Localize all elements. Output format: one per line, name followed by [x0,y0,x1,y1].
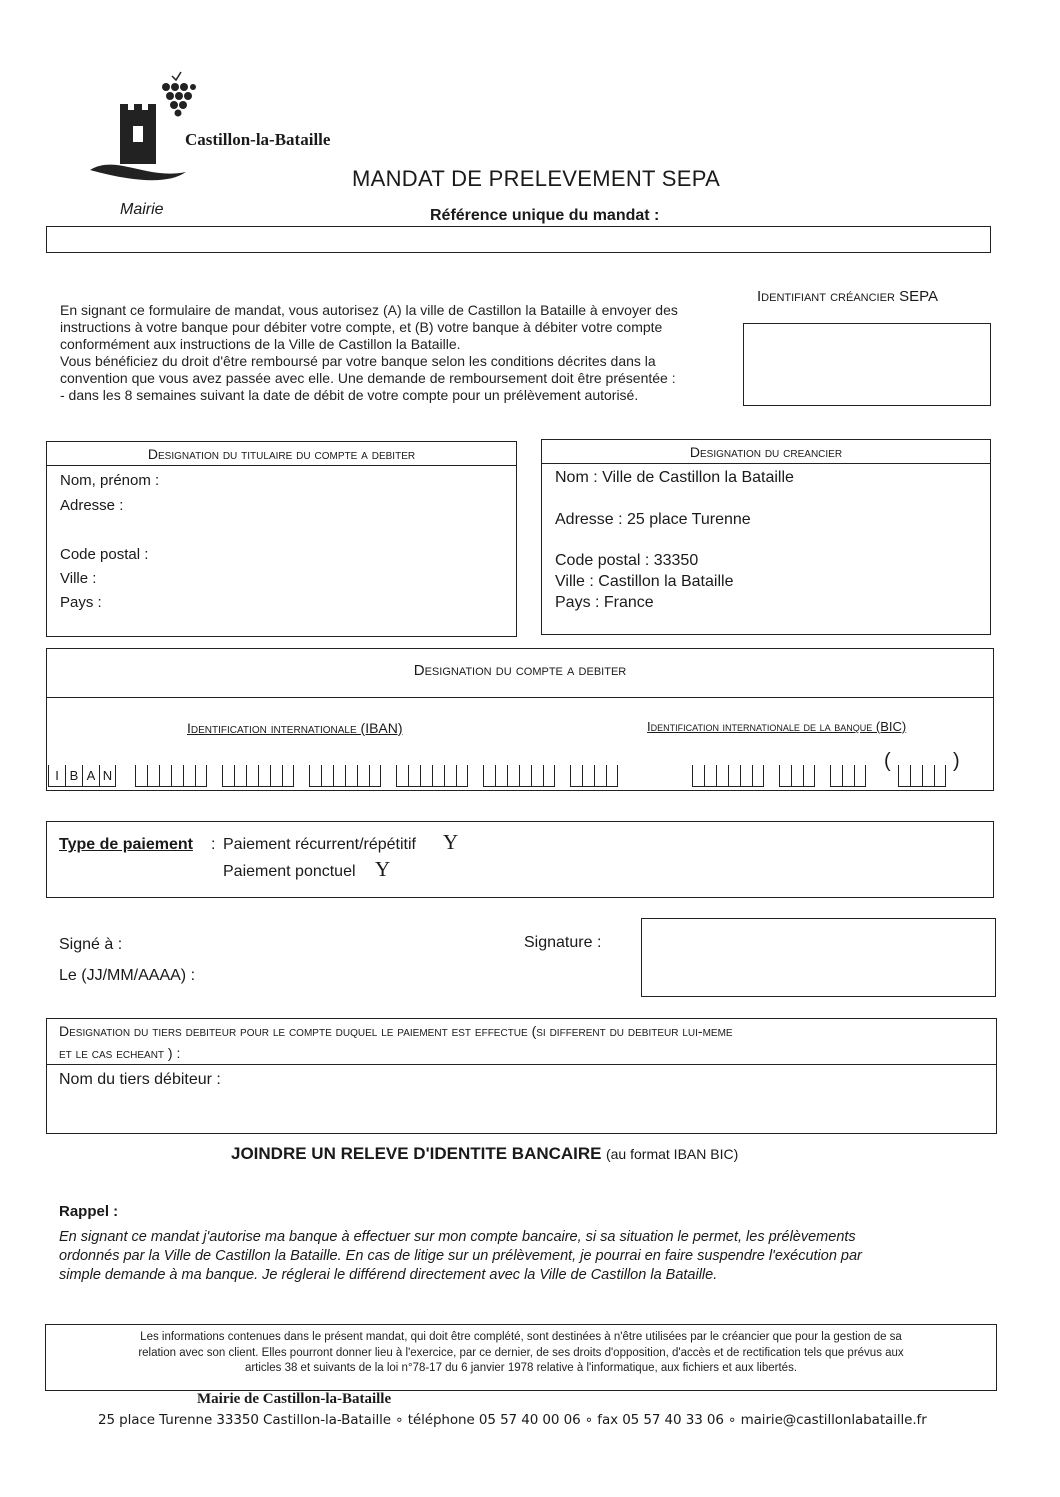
bic-open-paren: ( [884,750,891,772]
signature-field[interactable] [641,918,996,997]
account-title: Designation du compte a debiter [413,662,627,679]
reminder-line: simple demande à ma banque. Je réglerai le différend directement avec la Ville de Castillon la Bataille. [59,1267,718,1283]
iban-letter: A [82,765,99,787]
holder-title: Designation du titulaire du compte a debiter [47,446,516,466]
legal-notice [45,1324,997,1391]
footer-org: Mairie de Castillon-la-Bataille [197,1391,392,1407]
reminder-line: En signant ce mandat j'autorise ma banque à effectuer sur mon compte bancaire, si sa situation le permet, les prélèvements [59,1229,856,1245]
intro-line: instructions à votre banque pour débiter votre compte, et (B) votre banque à débiter votre compte [60,319,663,335]
iban-group-3[interactable] [309,765,381,787]
single-payment-label: Paiement ponctuel [223,863,356,880]
creditor-name: Nom : Ville de Castillon la Bataille [555,469,794,486]
legal-line: relation avec son client. Elles pourront donner lieu à l'exercice, par ce dernier, de ses droits d'opposition, d'accès et de rectification tels que prévus aux [138,1346,904,1359]
third-party-title-line2: et le cas echeant ) : [59,1045,181,1061]
iban-letter: N [99,765,116,787]
bic-group-2[interactable] [779,765,815,787]
footer-contact: 25 place Turenne 33350 Castillon-la-Bataille ∘ téléphone 05 57 40 00 06 ∘ fax 05 57 40 33 06 ∘ mairie@castillonlabataille.fr [98,1412,927,1428]
recurrent-payment-label: Paiement récurrent/répétitif [223,836,416,853]
date-label: Le (JJ/MM/AAAA) : [59,967,196,984]
iban-group-2[interactable] [222,765,294,787]
reminder-title: Rappel : [59,1203,119,1220]
third-party-name-label: Nom du tiers débiteur : [59,1071,221,1088]
intro-line: En signant ce formulaire de mandat, vous autorisez (A) la ville de Castillon la Bataille à envoyer des [60,302,678,318]
holder-name-label: Nom, prénom : [60,472,160,489]
single-checkbox[interactable]: Y [375,857,391,881]
holder-postal-label: Code postal : [60,546,149,563]
iban-label-cells [48,765,116,787]
signature-label: Signature : [524,934,602,951]
intro-text [60,302,735,404]
creditor-address: Adresse : 25 place Turenne [555,511,751,528]
iban-title: Identification internationale (IBAN) [187,720,403,736]
bic-title: Identification internationale de la banque (BIC) [647,719,907,734]
iban-letter: I [48,765,65,787]
holder-address-label: Adresse : [60,497,124,514]
legal-line: Les informations contenues dans le présent mandat, qui doit être complété, sont destinées à n'être utilisées par le créancier que pour la gestion de sa [140,1331,902,1343]
intro-line: convention que vous avez passée avec elle. Une demande de remboursement doit être présentée : [60,370,676,386]
payment-section [46,821,994,898]
creditor-postal: Code postal : 33350 [555,552,699,569]
creditor-id-title: Identifiant créancier SEPA [757,288,938,305]
intro-line: conformément aux instructions de la Ville de Castillon la Bataille. [60,336,461,352]
signed-at-label: Signé à : [59,936,123,953]
holder-country-label: Pays : [60,594,102,611]
bic-close-paren: ) [953,750,960,772]
attach-sub: (au format IBAN BIC) [605,1146,739,1162]
bic-group-1[interactable] [692,765,764,787]
payment-type-label: Type de paiement [59,836,193,853]
creditor-title: Designation du creancier [542,444,990,464]
holder-section [46,441,517,637]
iban-group-6[interactable] [570,765,618,787]
attach-main: JOINDRE UN RELEVE D'IDENTITE BANCAIRE [231,1144,602,1163]
reference-field[interactable] [46,226,991,253]
bic-group-4[interactable] [898,765,946,787]
creditor-country: Pays : France [555,594,654,611]
reference-label: Référence unique du mandat : [430,207,660,224]
creditor-id-field[interactable] [743,323,991,406]
creditor-section [541,439,991,635]
reminder-text [59,1228,984,1285]
creditor-city: Ville : Castillon la Bataille [555,573,734,590]
intro-line: - dans les 8 semaines suivant la date de débit de votre compte pour un prélèvement autorisé. [60,387,639,403]
page-title: MANDAT DE PRELEVEMENT SEPA [352,166,721,191]
holder-city-label: Ville : [60,570,97,587]
payment-type-colon: : [211,836,216,853]
iban-group-4[interactable] [396,765,468,787]
town-name: Castillon-la-Bataille [185,130,331,149]
intro-line: Vous bénéficiez du droit d'être remboursé par votre banque selon les conditions décrites dans la [60,353,656,369]
iban-letter: B [65,765,82,787]
bic-group-3[interactable] [830,765,866,787]
town-logo [86,68,196,198]
iban-group-5[interactable] [483,765,555,787]
attach-notice [231,1144,738,1164]
third-party-title-line1: Designation du tiers debiteur pour le compte duquel le paiement est effectue (si different du debiteur lui-meme [59,1023,733,1039]
castle-grapes-icon [86,68,196,198]
iban-group-1[interactable] [135,765,207,787]
reminder-line: ordonnés par la Ville de Castillon la Bataille. En cas de litige sur un prélèvement, je pourrai en faire suspendre l'exécution par [59,1248,862,1264]
divider [47,1064,996,1065]
legal-line: articles 38 et suivants de la loi n°78-17 du 6 janvier 1978 relative à l'informatique, aux fichiers et aux libertés. [244,1362,798,1374]
mairie-label: Mairie [120,201,164,218]
third-party-section [46,1018,997,1134]
divider [47,697,993,698]
recurrent-checkbox[interactable]: Y [443,830,459,854]
